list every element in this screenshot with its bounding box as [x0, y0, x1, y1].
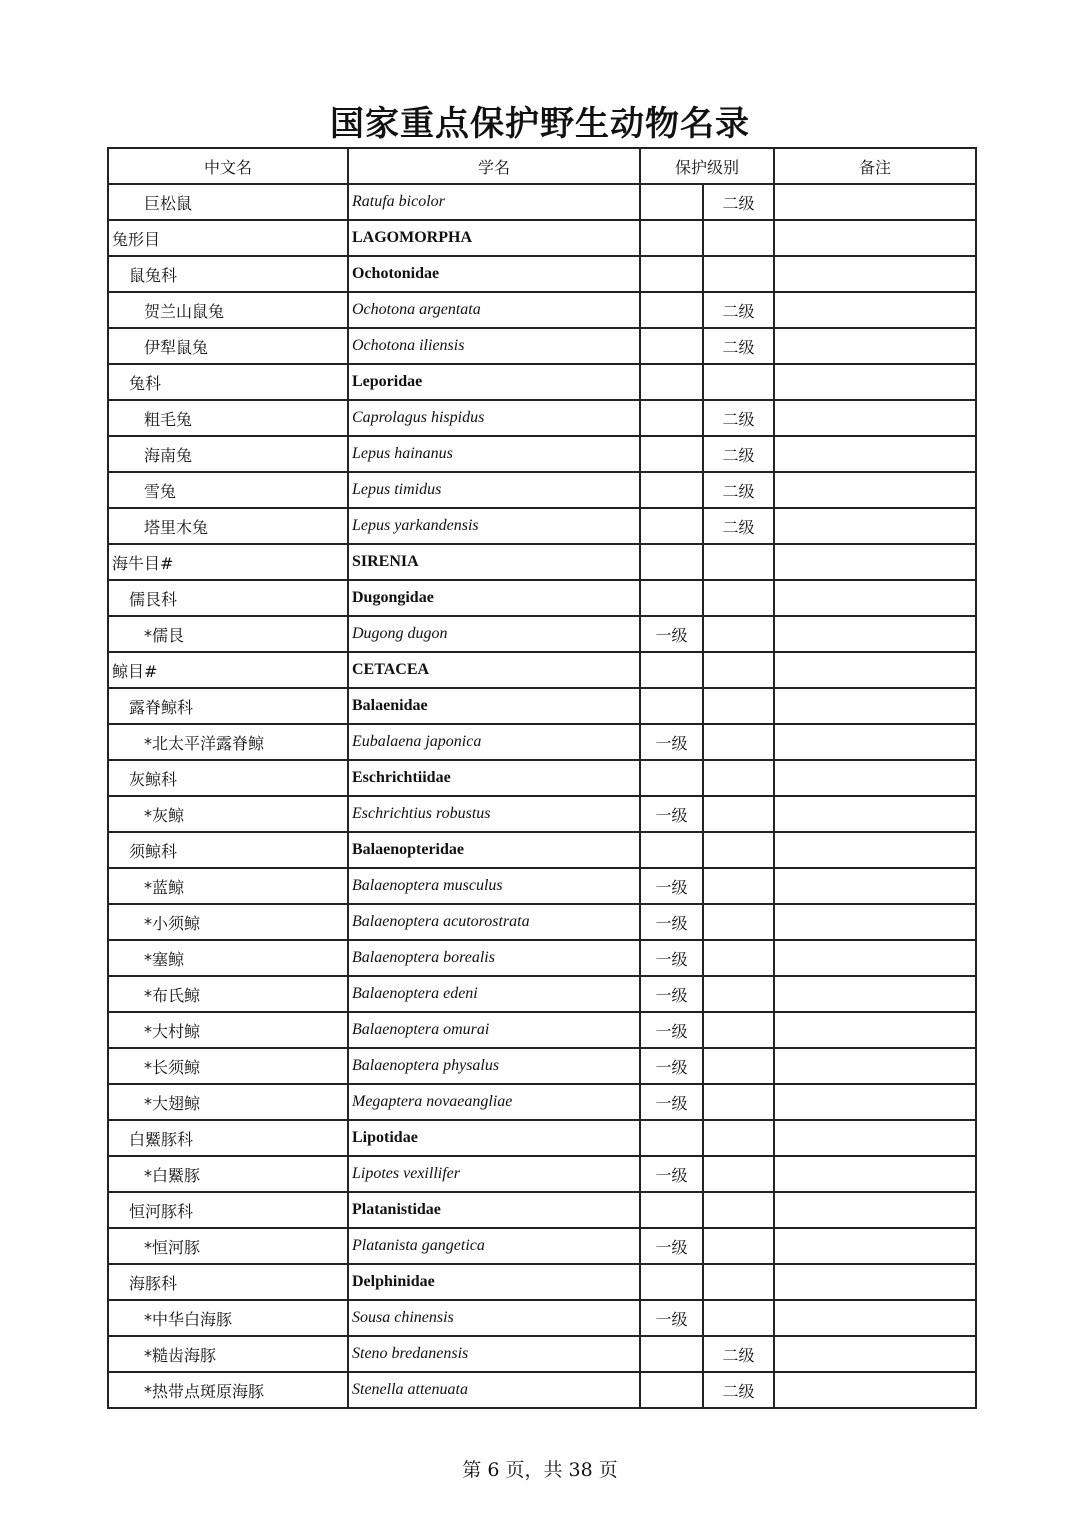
level-one-cell — [640, 1264, 703, 1300]
level-one-cell — [640, 1336, 703, 1372]
level-one-cell: 一级 — [640, 976, 703, 1012]
level-one-cell — [640, 184, 703, 220]
level-two-cell — [703, 796, 774, 832]
chinese-name-cell: 贺兰山鼠兔 — [108, 292, 348, 328]
level-two-cell: 二级 — [703, 292, 774, 328]
level-two-cell — [703, 544, 774, 580]
level-two-cell — [703, 616, 774, 652]
table-row — [108, 760, 976, 796]
scientific-name-cell: Balaenoptera omurai — [348, 1012, 640, 1048]
table-row — [108, 976, 976, 1012]
notes-cell — [774, 832, 976, 868]
table-row — [108, 220, 976, 256]
notes-cell — [774, 1300, 976, 1336]
notes-cell — [774, 328, 976, 364]
notes-cell — [774, 940, 976, 976]
scientific-name-cell: Ochotona argentata — [348, 292, 640, 328]
notes-cell — [774, 796, 976, 832]
level-two-cell: 二级 — [703, 184, 774, 220]
scientific-name-cell: Lepus hainanus — [348, 436, 640, 472]
chinese-name-cell: *塞鲸 — [108, 940, 348, 976]
chinese-name-cell: 兔科 — [108, 364, 348, 400]
table-row — [108, 400, 976, 436]
notes-cell — [774, 976, 976, 1012]
level-one-cell — [640, 292, 703, 328]
table-row — [108, 688, 976, 724]
chinese-name-cell: *热带点斑原海豚 — [108, 1372, 348, 1408]
notes-cell — [774, 508, 976, 544]
chinese-name-cell: *大翅鲸 — [108, 1084, 348, 1120]
level-one-cell — [640, 436, 703, 472]
level-two-cell — [703, 1084, 774, 1120]
scientific-name-cell: Dugong dugon — [348, 616, 640, 652]
scientific-name-cell: Eubalaena japonica — [348, 724, 640, 760]
header-protection-level: 保护级别 — [640, 148, 774, 184]
level-one-cell — [640, 256, 703, 292]
scientific-name-cell: Ochotona iliensis — [348, 328, 640, 364]
notes-cell — [774, 292, 976, 328]
table-row — [108, 1300, 976, 1336]
table-row — [108, 616, 976, 652]
species-table — [107, 147, 977, 1409]
scientific-name-cell: SIRENIA — [348, 544, 640, 580]
chinese-name-cell: *糙齿海豚 — [108, 1336, 348, 1372]
scientific-name-cell: Lepus yarkandensis — [348, 508, 640, 544]
scientific-name-cell: Delphinidae — [348, 1264, 640, 1300]
level-two-cell — [703, 1120, 774, 1156]
scientific-name-cell: Caprolagus hispidus — [348, 400, 640, 436]
table-row — [108, 1372, 976, 1408]
table-row — [108, 184, 976, 220]
scientific-name-cell: Lepus timidus — [348, 472, 640, 508]
level-one-cell — [640, 472, 703, 508]
chinese-name-cell: 伊犁鼠兔 — [108, 328, 348, 364]
table-row — [108, 1264, 976, 1300]
notes-cell — [774, 1012, 976, 1048]
level-two-cell — [703, 220, 774, 256]
chinese-name-cell: 粗毛兔 — [108, 400, 348, 436]
notes-cell — [774, 688, 976, 724]
scientific-name-cell: Balaenoptera acutorostrata — [348, 904, 640, 940]
level-one-cell: 一级 — [640, 1156, 703, 1192]
level-two-cell — [703, 940, 774, 976]
notes-cell — [774, 1120, 976, 1156]
notes-cell — [774, 1372, 976, 1408]
level-two-cell — [703, 868, 774, 904]
level-two-cell — [703, 976, 774, 1012]
table-row — [108, 796, 976, 832]
scientific-name-cell: Balaenoptera borealis — [348, 940, 640, 976]
level-one-cell — [640, 1372, 703, 1408]
page-title: 国家重点保护野生动物名录 — [330, 104, 750, 144]
header-scientific-name: 学名 — [348, 148, 640, 184]
level-one-cell: 一级 — [640, 904, 703, 940]
level-two-cell: 二级 — [703, 1372, 774, 1408]
notes-cell — [774, 1084, 976, 1120]
table-row — [108, 940, 976, 976]
table-row — [108, 1336, 976, 1372]
level-one-cell: 一级 — [640, 1048, 703, 1084]
level-two-cell — [703, 652, 774, 688]
scientific-name-cell: Leporidae — [348, 364, 640, 400]
level-one-cell — [640, 508, 703, 544]
level-one-cell: 一级 — [640, 1228, 703, 1264]
level-two-cell — [703, 688, 774, 724]
scientific-name-cell: Balaenoptera physalus — [348, 1048, 640, 1084]
level-two-cell — [703, 364, 774, 400]
level-two-cell — [703, 1264, 774, 1300]
chinese-name-cell: 儒艮科 — [108, 580, 348, 616]
notes-cell — [774, 616, 976, 652]
level-one-cell — [640, 1192, 703, 1228]
level-one-cell — [640, 652, 703, 688]
notes-cell — [774, 436, 976, 472]
table-row — [108, 328, 976, 364]
chinese-name-cell: *恒河豚 — [108, 1228, 348, 1264]
chinese-name-cell: 恒河豚科 — [108, 1192, 348, 1228]
level-one-cell: 一级 — [640, 868, 703, 904]
level-one-cell: 一级 — [640, 940, 703, 976]
level-two-cell — [703, 1192, 774, 1228]
scientific-name-cell: Eschrichtiidae — [348, 760, 640, 796]
table-row — [108, 868, 976, 904]
notes-cell — [774, 760, 976, 796]
notes-cell — [774, 1048, 976, 1084]
table-row — [108, 436, 976, 472]
level-two-cell — [703, 832, 774, 868]
level-one-cell — [640, 760, 703, 796]
notes-cell — [774, 1228, 976, 1264]
chinese-name-cell: 海豚科 — [108, 1264, 348, 1300]
chinese-name-cell: 须鲸科 — [108, 832, 348, 868]
chinese-name-cell: *长须鲸 — [108, 1048, 348, 1084]
table-row — [108, 472, 976, 508]
chinese-name-cell: 鼠兔科 — [108, 256, 348, 292]
scientific-name-cell: Balaenidae — [348, 688, 640, 724]
chinese-name-cell: *蓝鲸 — [108, 868, 348, 904]
level-two-cell — [703, 760, 774, 796]
level-one-cell: 一级 — [640, 616, 703, 652]
level-two-cell — [703, 724, 774, 760]
scientific-name-cell: Stenella attenuata — [348, 1372, 640, 1408]
table-row — [108, 292, 976, 328]
notes-cell — [774, 400, 976, 436]
notes-cell — [774, 472, 976, 508]
notes-cell — [774, 868, 976, 904]
notes-cell — [774, 1264, 976, 1300]
notes-cell — [774, 724, 976, 760]
chinese-name-cell: 海牛目# — [108, 544, 348, 580]
header-chinese-name: 中文名 — [108, 148, 348, 184]
table-row — [108, 364, 976, 400]
level-two-cell: 二级 — [703, 328, 774, 364]
notes-cell — [774, 544, 976, 580]
chinese-name-cell: *小须鲸 — [108, 904, 348, 940]
level-two-cell — [703, 1012, 774, 1048]
notes-cell — [774, 652, 976, 688]
level-two-cell: 二级 — [703, 436, 774, 472]
scientific-name-cell: Dugongidae — [348, 580, 640, 616]
level-one-cell — [640, 400, 703, 436]
chinese-name-cell: *大村鲸 — [108, 1012, 348, 1048]
level-one-cell: 一级 — [640, 1084, 703, 1120]
level-one-cell — [640, 328, 703, 364]
table-row — [108, 1228, 976, 1264]
table-row — [108, 1048, 976, 1084]
level-two-cell — [703, 580, 774, 616]
notes-cell — [774, 256, 976, 292]
chinese-name-cell: 露脊鲸科 — [108, 688, 348, 724]
level-two-cell: 二级 — [703, 472, 774, 508]
notes-cell — [774, 904, 976, 940]
scientific-name-cell: Sousa chinensis — [348, 1300, 640, 1336]
scientific-name-cell: Platanistidae — [348, 1192, 640, 1228]
level-one-cell: 一级 — [640, 1012, 703, 1048]
chinese-name-cell: *北太平洋露脊鲸 — [108, 724, 348, 760]
scientific-name-cell: Megaptera novaeangliae — [348, 1084, 640, 1120]
page-number: 第 6 页，共 38 页 — [462, 1459, 618, 1481]
table-header-row — [108, 148, 976, 184]
chinese-name-cell: *中华白海豚 — [108, 1300, 348, 1336]
scientific-name-cell: Platanista gangetica — [348, 1228, 640, 1264]
level-one-cell — [640, 832, 703, 868]
table-row — [108, 832, 976, 868]
scientific-name-cell: Ratufa bicolor — [348, 184, 640, 220]
level-two-cell: 二级 — [703, 400, 774, 436]
chinese-name-cell: 白鱀豚科 — [108, 1120, 348, 1156]
scientific-name-cell: Eschrichtius robustus — [348, 796, 640, 832]
level-two-cell: 二级 — [703, 508, 774, 544]
scientific-name-cell: Balaenoptera musculus — [348, 868, 640, 904]
notes-cell — [774, 1192, 976, 1228]
level-two-cell — [703, 1300, 774, 1336]
chinese-name-cell: 塔里木兔 — [108, 508, 348, 544]
notes-cell — [774, 364, 976, 400]
scientific-name-cell: Lipotidae — [348, 1120, 640, 1156]
level-one-cell: 一级 — [640, 724, 703, 760]
table-row — [108, 1120, 976, 1156]
level-two-cell: 二级 — [703, 1336, 774, 1372]
notes-cell — [774, 580, 976, 616]
level-one-cell — [640, 544, 703, 580]
chinese-name-cell: 灰鲸科 — [108, 760, 348, 796]
scientific-name-cell: Balaenoptera edeni — [348, 976, 640, 1012]
table-row — [108, 580, 976, 616]
chinese-name-cell: 巨松鼠 — [108, 184, 348, 220]
table-row — [108, 1156, 976, 1192]
level-one-cell — [640, 580, 703, 616]
chinese-name-cell: 海南兔 — [108, 436, 348, 472]
level-two-cell — [703, 256, 774, 292]
table-row — [108, 508, 976, 544]
table-row — [108, 256, 976, 292]
chinese-name-cell: *布氏鲸 — [108, 976, 348, 1012]
table-row — [108, 1192, 976, 1228]
scientific-name-cell: Steno bredanensis — [348, 1336, 640, 1372]
chinese-name-cell: 兔形目 — [108, 220, 348, 256]
notes-cell — [774, 1336, 976, 1372]
scientific-name-cell: CETACEA — [348, 652, 640, 688]
level-one-cell — [640, 688, 703, 724]
header-notes: 备注 — [774, 148, 976, 184]
level-one-cell: 一级 — [640, 1300, 703, 1336]
table-row — [108, 652, 976, 688]
level-one-cell — [640, 220, 703, 256]
chinese-name-cell: *白鱀豚 — [108, 1156, 348, 1192]
scientific-name-cell: LAGOMORPHA — [348, 220, 640, 256]
chinese-name-cell: *灰鲸 — [108, 796, 348, 832]
level-two-cell — [703, 904, 774, 940]
scientific-name-cell: Lipotes vexillifer — [348, 1156, 640, 1192]
level-one-cell — [640, 364, 703, 400]
chinese-name-cell: *儒艮 — [108, 616, 348, 652]
level-two-cell — [703, 1228, 774, 1264]
notes-cell — [774, 220, 976, 256]
table-row — [108, 1012, 976, 1048]
table-row — [108, 1084, 976, 1120]
chinese-name-cell: 鲸目# — [108, 652, 348, 688]
scientific-name-cell: Ochotonidae — [348, 256, 640, 292]
level-one-cell — [640, 1120, 703, 1156]
level-two-cell — [703, 1048, 774, 1084]
table-row — [108, 724, 976, 760]
table-row — [108, 544, 976, 580]
table-row — [108, 904, 976, 940]
notes-cell — [774, 1156, 976, 1192]
level-one-cell: 一级 — [640, 796, 703, 832]
notes-cell — [774, 184, 976, 220]
level-two-cell — [703, 1156, 774, 1192]
scientific-name-cell: Balaenopteridae — [348, 832, 640, 868]
chinese-name-cell: 雪兔 — [108, 472, 348, 508]
